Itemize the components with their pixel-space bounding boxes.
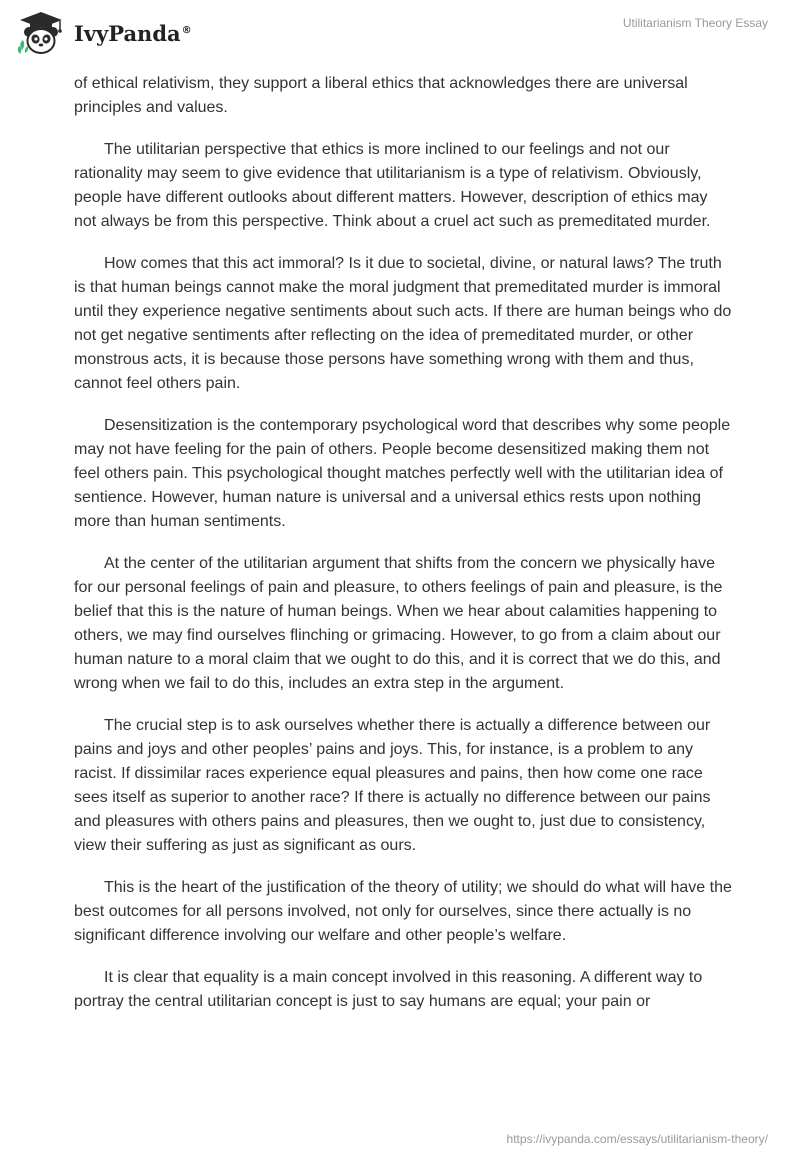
brand-name: IvyPanda® xyxy=(74,20,192,46)
paragraph: At the center of the utilitarian argument that shifts from the concern we physically have for our personal feelings of pain and pleasure, to others feelings of pain and pleasure, is the belief that this is the nature of human beings. When we hear about calamities happening to others, we may find ourselves flinching or grimacing. However, to go from a claim about our human nature to a moral claim that we ought to do this, and it is correct that we do this, and wrong when we fail to do this, includes an extra step in the argument. xyxy=(74,555,723,692)
paragraph: The crucial step is to ask ourselves whether there is actually a difference between our pains and joys and other peoples’ pains and joys. This, for instance, is a problem to any racist. If dissimilar races experience equal pleasures and pains, then how come one race sees itself as superior to another race? If there is actually no difference between our pains and pleasures with others pains and pleasures, then we ought to, just due to consistency, view their suffering as just as significant as ours. xyxy=(74,717,711,854)
ivypanda-logo[interactable] xyxy=(16,10,192,56)
paragraph: This is the heart of the justification of the theory of utility; we should do what will have the best outcomes for all persons involved, not only for ourselves, since there actually is no significant difference involving our welfare and other people’s welfare. xyxy=(74,879,732,944)
source-url[interactable]: https://ivypanda.com/essays/utilitarianism-theory/ xyxy=(506,1132,768,1146)
paragraph: Desensitization is the contemporary psychological word that describes why some people may not have feeling for the pain of others. People become desensitized making them not feel others pain. This psychological thought matches perfectly well with the utilitarian idea of sentience. However, human nature is universal and a universal ethics rests upon nothing more than human sentiments. xyxy=(74,417,731,530)
page-header xyxy=(0,0,800,70)
paragraph: The utilitarian perspective that ethics is more inclined to our feelings and not our rationality may seem to give evidence that utilitarianism is a type of relativism. Obviously, people have different outlooks about different matters. However, description of ethics may not always be from this perspective. Think about a cruel act such as premeditated murder. xyxy=(74,141,711,230)
paragraph: It is clear that equality is a main concept involved in this reasoning. A different way to portray the central utilitarian concept is just to say humans are equal; your pain or xyxy=(74,969,703,1010)
panda-logo-icon xyxy=(16,10,66,56)
document-title: Utilitarianism Theory Essay xyxy=(622,16,768,30)
registered-mark: ® xyxy=(181,24,192,36)
paragraph: How comes that this act immoral? Is it due to societal, divine, or natural laws? The truth is that human beings cannot make the moral judgment that premeditated murder is immoral until they experience negative sentiments about such acts. If there are human beings who do not get negative sentiments after reflecting on the idea of premeditated murder, or other monstrous acts, it is because those persons have something wrong with them and thus, cannot feel others pain. xyxy=(74,255,732,392)
paragraph: of ethical relativism, they support a liberal ethics that acknowledges there are universal principles and values. xyxy=(74,75,688,116)
essay-body xyxy=(74,72,734,1032)
